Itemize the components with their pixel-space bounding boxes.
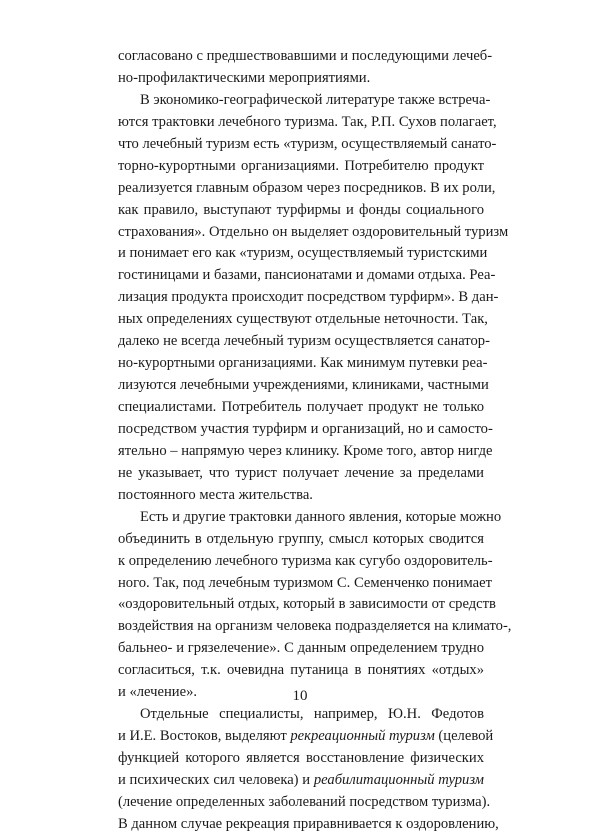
text-line: согласовано с предшествовавшими и последующими лечеб-: [118, 48, 493, 64]
text-line: воздействия на организм человека подразделяется на климато-,: [118, 618, 512, 635]
text-line: и «лечение».: [118, 684, 198, 701]
text-line: объединить в отдельную группу, смысл которых сводится: [118, 530, 484, 547]
italic-term-recreational-tourism: рекреационный туризм: [290, 728, 435, 745]
text-line: страхования». Отдельно он выделяет оздоровительный туризм: [118, 223, 509, 240]
body-text: [118, 46, 512, 836]
text-line: ются трактовки лечебного туризма. Так, Р.П. Сухов полагает,: [118, 113, 497, 130]
text-line: лизуются лечебными учреждениями, клиниками, частными: [118, 377, 489, 394]
text-run: и И.Е. Востоков, выделяют: [118, 728, 291, 745]
text-line: но-курортными организациями. Как минимум путевки реа-: [118, 355, 488, 372]
page-number: 10: [292, 688, 308, 704]
text-line: к определению лечебного туризма как сугубо оздоровитель-: [118, 552, 493, 569]
text-line: и понимает его как «туризм, осуществляемый туристскими: [118, 245, 488, 262]
text-line: лизация продукта происходит посредством турфирм». В дан-: [118, 289, 499, 306]
text-line: не указывает, что турист получает лечение за пределами: [118, 464, 484, 481]
text-line: что лечебный туризм есть «туризм, осуществляемый санато-: [118, 135, 497, 152]
text-run: (целевой: [434, 728, 494, 745]
text-line: Есть и другие трактовки данного явления, которые можно: [140, 508, 502, 525]
text-line: как правило, выступают турфирмы и фонды социального: [118, 201, 484, 218]
text-line: В данном случае рекреация приравнивается к оздоровлению,: [118, 815, 499, 832]
text-line: но-профилактическими мероприятиями.: [118, 69, 371, 86]
text-line: согласиться, т.к. очевидна путаница в понятиях «отдых»: [118, 662, 484, 679]
text-line: ных определениях существуют отдельные неточности. Так,: [118, 311, 488, 328]
text-line: «оздоровительный отдых, который в зависимости от средств: [118, 596, 496, 613]
italic-term-rehabilitation-tourism: реабилитационный туризм: [313, 771, 484, 788]
text-line: (лечение определенных заболеваний посредством туризма).: [118, 793, 491, 810]
text-line: В экономико-географической литературе также встреча-: [140, 91, 491, 108]
text-line: гостиницами и базами, пансионатами и домами отдыха. Реа-: [118, 267, 496, 284]
text-line: реализуется главным образом через посредников. В их роли,: [118, 179, 496, 196]
text-run: и психических сил человека) и: [118, 771, 314, 788]
text-line: постоянного места жительства.: [118, 486, 313, 503]
text-line: далеко не всегда лечебный туризм осуществляется санатор-: [118, 333, 490, 350]
text-line: бальнео- и грязелечение». С данным определением трудно: [118, 640, 484, 657]
text-line: торно-курортными организациями. Потребителю продукт: [118, 157, 484, 174]
text-line: специалистами. Потребитель получает продукт не только: [118, 399, 484, 415]
text-line: Отдельные специалисты, например, Ю.Н. Федотов: [140, 706, 484, 723]
text-line: [118, 770, 484, 792]
text-line: [118, 726, 494, 748]
text-line: посредством участия турфирм и организаций, но и самосто-: [118, 420, 493, 437]
text-line: ного. Так, под лечебным туризмом С. Семенченко понимает: [118, 574, 492, 591]
text-line: ятельно – напрямую через клинику. Кроме того, автор нигде: [118, 442, 493, 459]
text-line: функцией которого является восстановление физических: [118, 750, 484, 766]
